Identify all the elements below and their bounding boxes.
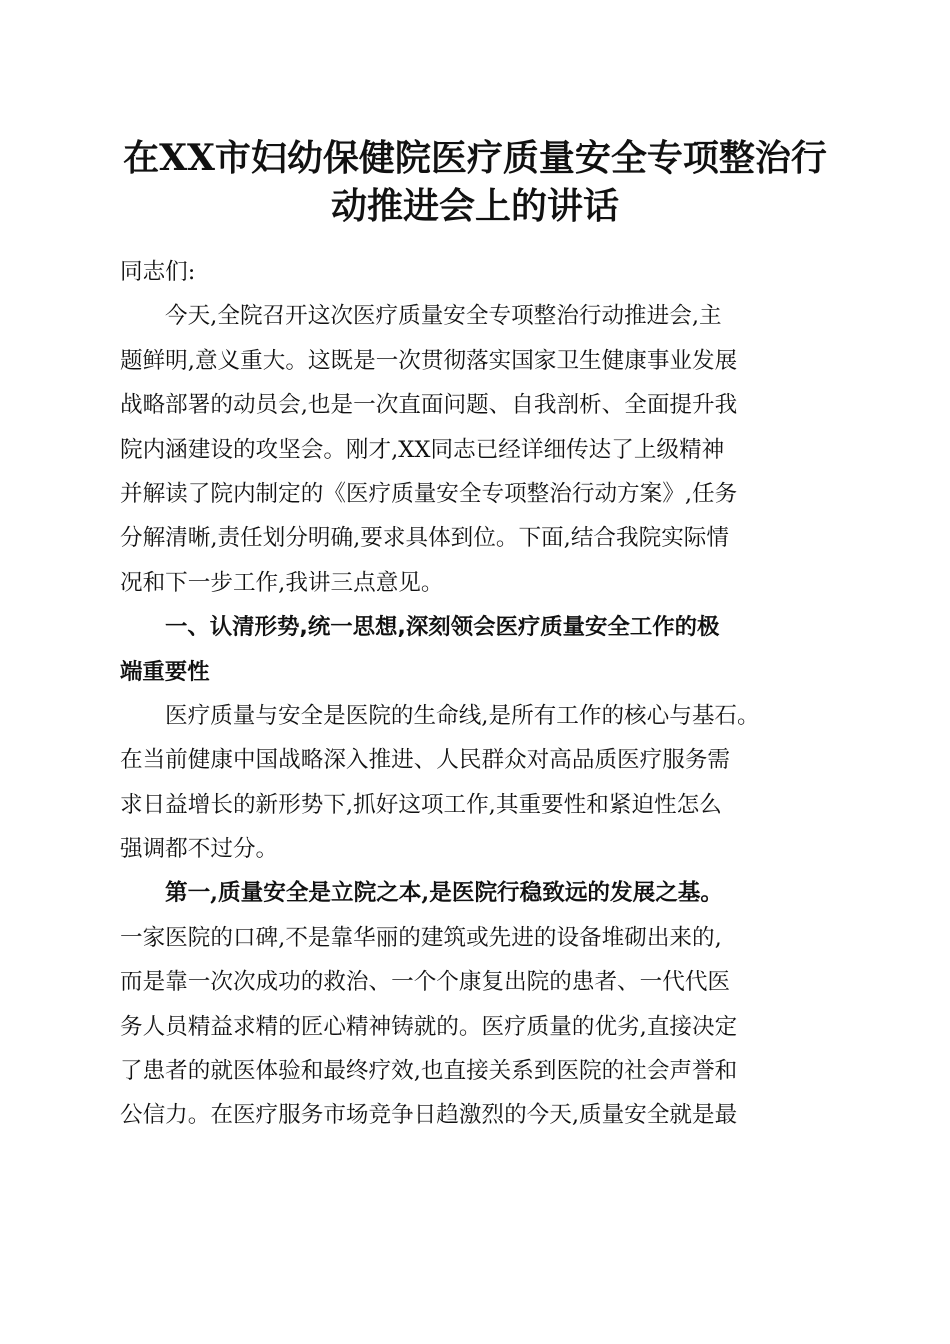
paragraph-line: 今天,全院召开这次医疗质量安全专项整治行动推进会,主 [165, 303, 722, 330]
paragraph-line: 了患者的就医体验和最终疗效,也直接关系到医院的社会声誉和 [120, 1058, 738, 1085]
paragraph-line: 况和下一步工作,我讲三点意见。 [120, 569, 444, 596]
paragraph-line: 一家医院的口碑,不是靠华丽的建筑或先进的设备堆砌出来的, [120, 924, 722, 951]
paragraph-line: 医疗质量与安全是医院的生命线,是所有工作的核心与基石。 [165, 702, 760, 729]
paragraph-line: 求日益增长的新形势下,抓好这项工作,其重要性和紧迫性怎么 [120, 791, 722, 818]
paragraph-line: 并解读了院内制定的《医疗质量安全专项整治行动方案》,任务 [120, 480, 738, 507]
paragraph-line: 在当前健康中国战略深入推进、人民群众对高品质医疗服务需 [120, 747, 731, 774]
title-line: 在XX市妇幼保健院医疗质量安全专项整治行 [123, 137, 827, 179]
paragraph-line: 公信力。在医疗服务市场竞争日趋激烈的今天,质量安全就是最 [120, 1102, 738, 1129]
paragraph-line: 战略部署的动员会,也是一次直面问题、自我剖析、全面提升我 [120, 392, 738, 419]
paragraph-line: 分解清晰,责任划分明确,要求具体到位。下面,结合我院实际情 [120, 525, 729, 552]
paragraph-line: 强调都不过分。 [120, 836, 279, 863]
document-title [100, 134, 850, 230]
section-heading: 一、认清形势,统一思想,深刻领会医疗质量安全工作的极 [165, 614, 720, 641]
point-lead-line: 第一,质量安全是立院之本,是医院行稳致远的发展之基。 [165, 880, 723, 907]
section-heading: 端重要性 [120, 658, 210, 685]
document-body [120, 250, 830, 1138]
title-line: 动推进会上的讲话 [330, 185, 619, 227]
paragraph-line: 题鲜明,意义重大。这既是一次贯彻落实国家卫生健康事业发展 [120, 347, 738, 374]
paragraph-line: 务人员精益求精的匠心精神铸就的。医疗质量的优劣,直接决定 [120, 1013, 738, 1040]
salutation: 同志们: [120, 259, 196, 285]
paragraph-line: 而是靠一次次成功的救治、一个个康复出院的患者、一代代医 [120, 969, 731, 996]
paragraph-line: 院内涵建设的攻坚会。刚才,XX同志已经详细传达了上级精神 [120, 436, 725, 463]
